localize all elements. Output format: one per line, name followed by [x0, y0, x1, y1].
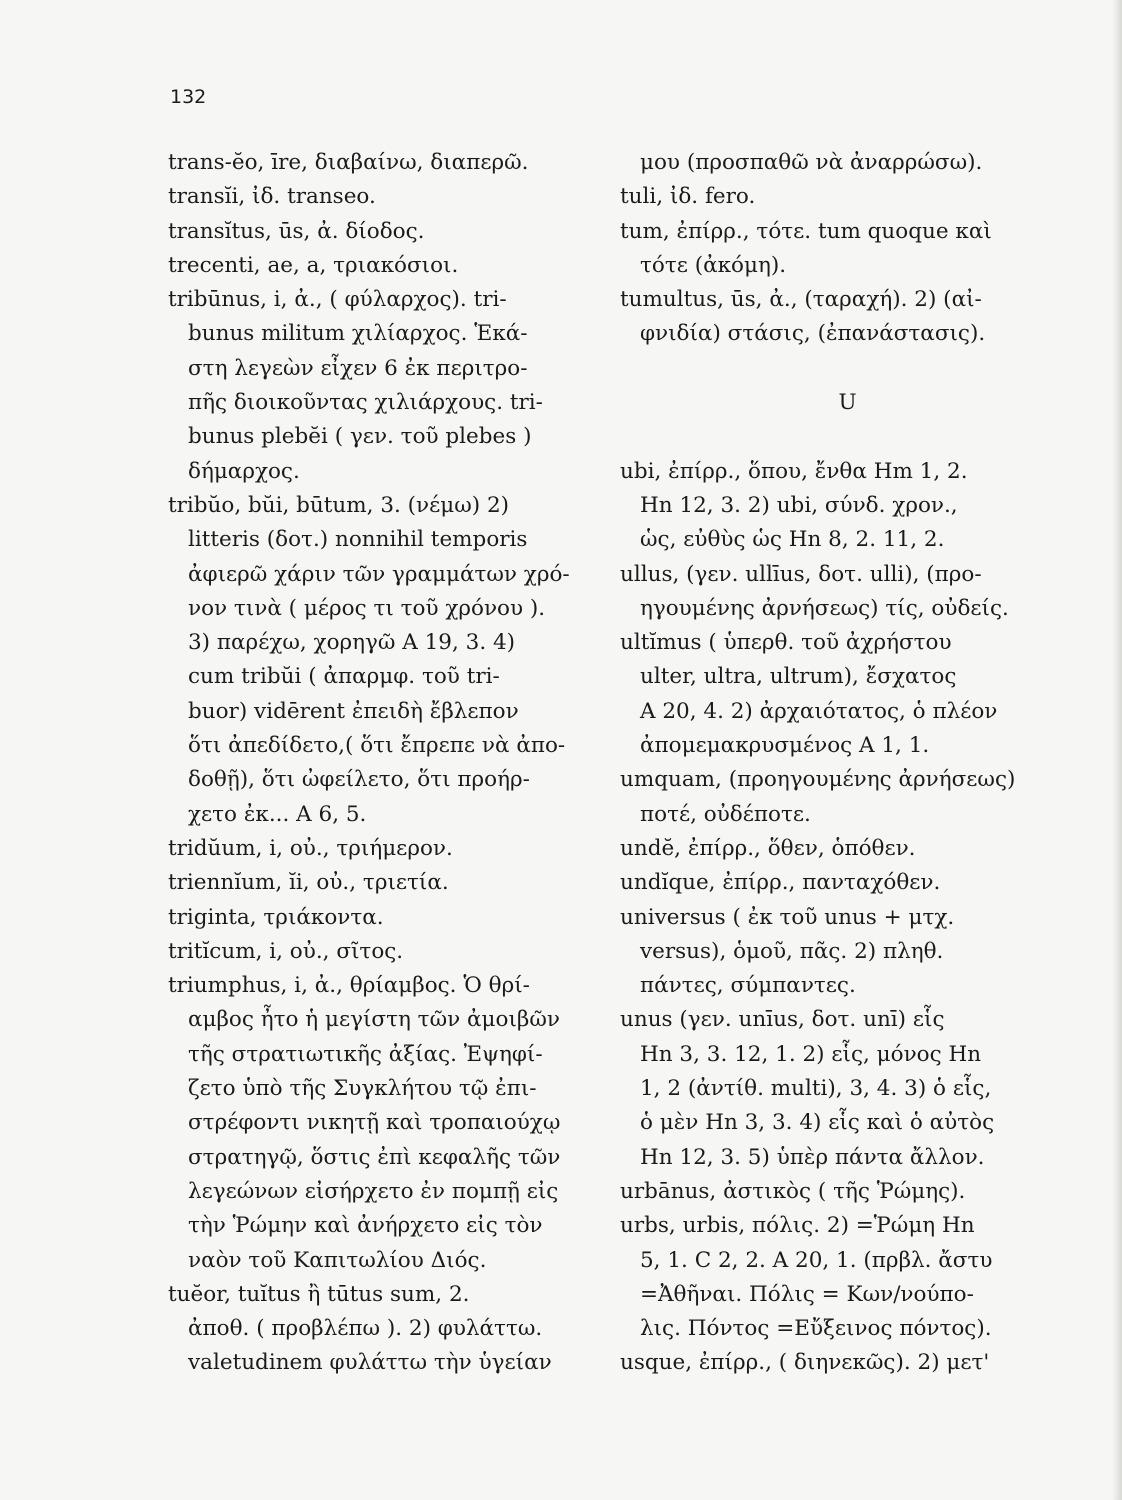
entry-line: δήμαρχος. — [188, 458, 300, 484]
entry-line: bunus militum χιλίαρχος. Ἑκά- — [188, 321, 528, 347]
entry-line: trecenti, ae, a, τριακόσιοι. — [168, 252, 459, 278]
entry-line: buor) vidērent ἐπειδὴ ἔβλεπον — [188, 698, 519, 724]
entry-line: στρατηγῷ, ὅστις ἐπὶ κεφαλῆς τῶν — [188, 1144, 561, 1170]
entry-line: λις. Πόντος =Εὔξεινος πόντος). — [640, 1316, 992, 1342]
entry-line: τότε (ἀκόμη). — [640, 252, 787, 278]
entry-line: Hn 3, 3. 12, 1. 2) εἷς, μόνος Hn — [640, 1041, 982, 1067]
entry-line: τῆς στρατιωτικῆς ἀξίας. Ἐψηφί- — [188, 1041, 543, 1067]
entry-line: tribŭo, bŭi, būtum, 3. (νέμω) 2) — [168, 492, 510, 518]
entry-line: tridŭum, i, οὐ., τριήμερον. — [168, 835, 453, 861]
entry-line: πάντες, σύμπαντες. — [640, 973, 856, 999]
page-number: 132 — [170, 86, 207, 108]
entry-line: λεγεώνων εἰσήρχετο ἐν πομπῇ εἰς — [188, 1178, 559, 1204]
entry-line: valetudinem φυλάττω τὴν ὑγείαν — [188, 1350, 552, 1376]
page-edge — [1112, 0, 1122, 1500]
entry-line: versus), ὁμοῦ, πᾶς. 2) πληθ. — [640, 938, 944, 964]
entry-line: triginta, τριάκοντα. — [168, 904, 384, 930]
entry-line: 5, 1. C 2, 2. A 20, 1. (πρβλ. ἄστυ — [640, 1247, 993, 1273]
entry-line: triumphus, i, ἀ., θρίαμβος. Ὁ θρί- — [168, 973, 530, 999]
entry-line: 3) παρέχω, χορηγῶ A 19, 3. 4) — [188, 630, 516, 656]
entry-line — [620, 420, 1075, 454]
entry-line: φνιδία) στάσις, (ἐπανάστασις). — [640, 321, 986, 347]
right-column — [620, 146, 1075, 1381]
entry-line: litteris (δοτ.) nonnihil temporis — [188, 527, 528, 553]
entry-line: undĭque, ἐπίρρ., πανταχόθεν. — [620, 870, 941, 896]
entry-line: tuĕor, tuĭtus ἢ tūtus sum, 2. — [168, 1281, 470, 1307]
entry-line: ὁ μὲν Hn 3, 3. 4) εἷς καὶ ὁ αὐτὸς — [640, 1110, 995, 1136]
entry-line: Hn 12, 3. 5) ὑπὲρ πάντα ἄλλον. — [640, 1144, 985, 1170]
left-column — [168, 146, 608, 1381]
entry-line: ποτέ, οὐδέποτε. — [640, 801, 811, 827]
entry-line: αμβος ἦτο ἡ μεγίστη τῶν ἀμοιβῶν — [188, 1007, 560, 1033]
entry-line: Hn 12, 3. 2) ubi, σύνδ. χρον., — [640, 492, 958, 518]
entry-line: =Ἀθῆναι. Πόλις = Κων/νούπο- — [640, 1281, 974, 1307]
entry-line: ἀφιερῶ χάριν τῶν γραμμάτων χρό- — [188, 561, 570, 587]
entry-line: 1, 2 (ἀντίθ. multi), 3, 4. 3) ὁ εἷς, — [640, 1076, 992, 1102]
entry-line: στρέφοντι νικητῇ καὶ τροπαιούχῳ — [188, 1110, 561, 1136]
entry-line: urbānus, ἀστικὸς ( τῆς Ῥώμης). — [620, 1178, 966, 1204]
entry-line: tuli, ἰδ. fero. — [620, 184, 756, 210]
entry-line: trans-ĕo, īre, διαβαίνω, διαπερῶ. — [168, 150, 529, 175]
entry-line: ζετο ὑπὸ τῆς Συγκλήτου τῷ ἐπι- — [188, 1076, 537, 1102]
entry-line: ulter, ultra, ultrum), ἔσχατος — [640, 664, 957, 690]
section-letter: U — [838, 390, 857, 416]
entry-line: ubi, ἐπίρρ., ὅπου, ἔνθα Hm 1, 2. — [620, 458, 968, 484]
entry-line: undĕ, ἐπίρρ., ὅθεν, ὁπόθεν. — [620, 835, 916, 861]
entry-line: ὅτι ἀπεδίδετο,( ὅτι ἔπρεπε νὰ ἀπο- — [188, 733, 566, 759]
entry-line: transĭtus, ūs, ἀ. δίοδος. — [168, 218, 425, 244]
entry-line: ἀποθ. ( προβλέπω ). 2) φυλάττω. — [188, 1316, 543, 1342]
entry-line — [620, 352, 1075, 386]
entry-line: νον τινὰ ( μέρος τι τοῦ χρόνου ). — [188, 595, 546, 621]
entry-line: triennĭum, ĭi, οὐ., τριετία. — [168, 870, 449, 896]
entry-line: ἀπομεμακρυσμένος A 1, 1. — [640, 733, 930, 759]
entry-line: ullus, (γεν. ullīus, δοτ. ulli), (προ- — [620, 561, 982, 587]
entry-line: A 20, 4. 2) ἀρχαιότατος, ὁ πλέον — [640, 698, 998, 724]
entry-line: cum tribŭi ( ἀπαρμφ. τοῦ tri- — [188, 664, 500, 690]
entry-line: tritĭcum, i, οὐ., σῖτος. — [168, 938, 404, 964]
entry-line: ὡς, εὐθὺς ὡς Hn 8, 2. 11, 2. — [640, 527, 945, 553]
entry-line: umquam, (προηγουμένης ἀρνήσεως) — [620, 767, 1016, 793]
entry-line: tribūnus, i, ἀ., ( φύλαρχος). tri- — [168, 287, 507, 313]
entry-line: tum, ἐπίρρ., τότε. tum quoque καὶ — [620, 218, 992, 244]
entry-line: usque, ἐπίρρ., ( διηνεκῶς). 2) μετ' — [620, 1350, 990, 1376]
entry-line: universus ( ἐκ τοῦ unus + μτχ. — [620, 904, 955, 930]
entry-line: ναὸν τοῦ Καπιτωλίου Διός. — [188, 1247, 487, 1273]
entry-line: tumultus, ūs, ἀ., (ταραχή). 2) (αἰ- — [620, 287, 982, 313]
entry-line: πῆς διοικοῦντας χιλιάρχους. tri- — [188, 390, 543, 416]
entry-line: μου (προσπαθῶ νὰ ἀναρρώσω). — [640, 150, 983, 175]
entry-line: unus (γεν. unīus, δοτ. unī) εἷς — [620, 1007, 945, 1033]
entry-line: ultĭmus ( ὑπερθ. τοῦ ἀχρήστου — [620, 630, 952, 656]
entry-line: δοθῇ), ὅτι ὠφείλετο, ὅτι προήρ- — [188, 767, 530, 793]
entry-line: bunus plebĕi ( γεν. τοῦ plebes ) — [188, 424, 532, 450]
entry-line: urbs, urbis, πόλις. 2) =Ῥώμη Hn — [620, 1213, 975, 1239]
entry-line: transĭi, ἰδ. transeo. — [168, 184, 376, 210]
entry-line: χετο ἐκ... A 6, 5. — [188, 801, 367, 827]
entry-line: τὴν Ῥώμην καὶ ἀνήρχετο εἰς τὸν — [188, 1213, 543, 1239]
entry-line: στη λεγεὼν εἶχεν 6 ἐκ περιτρο- — [188, 355, 528, 381]
entry-line: ηγουμένης ἀρνήσεως) τίς, οὐδείς. — [640, 595, 1009, 621]
